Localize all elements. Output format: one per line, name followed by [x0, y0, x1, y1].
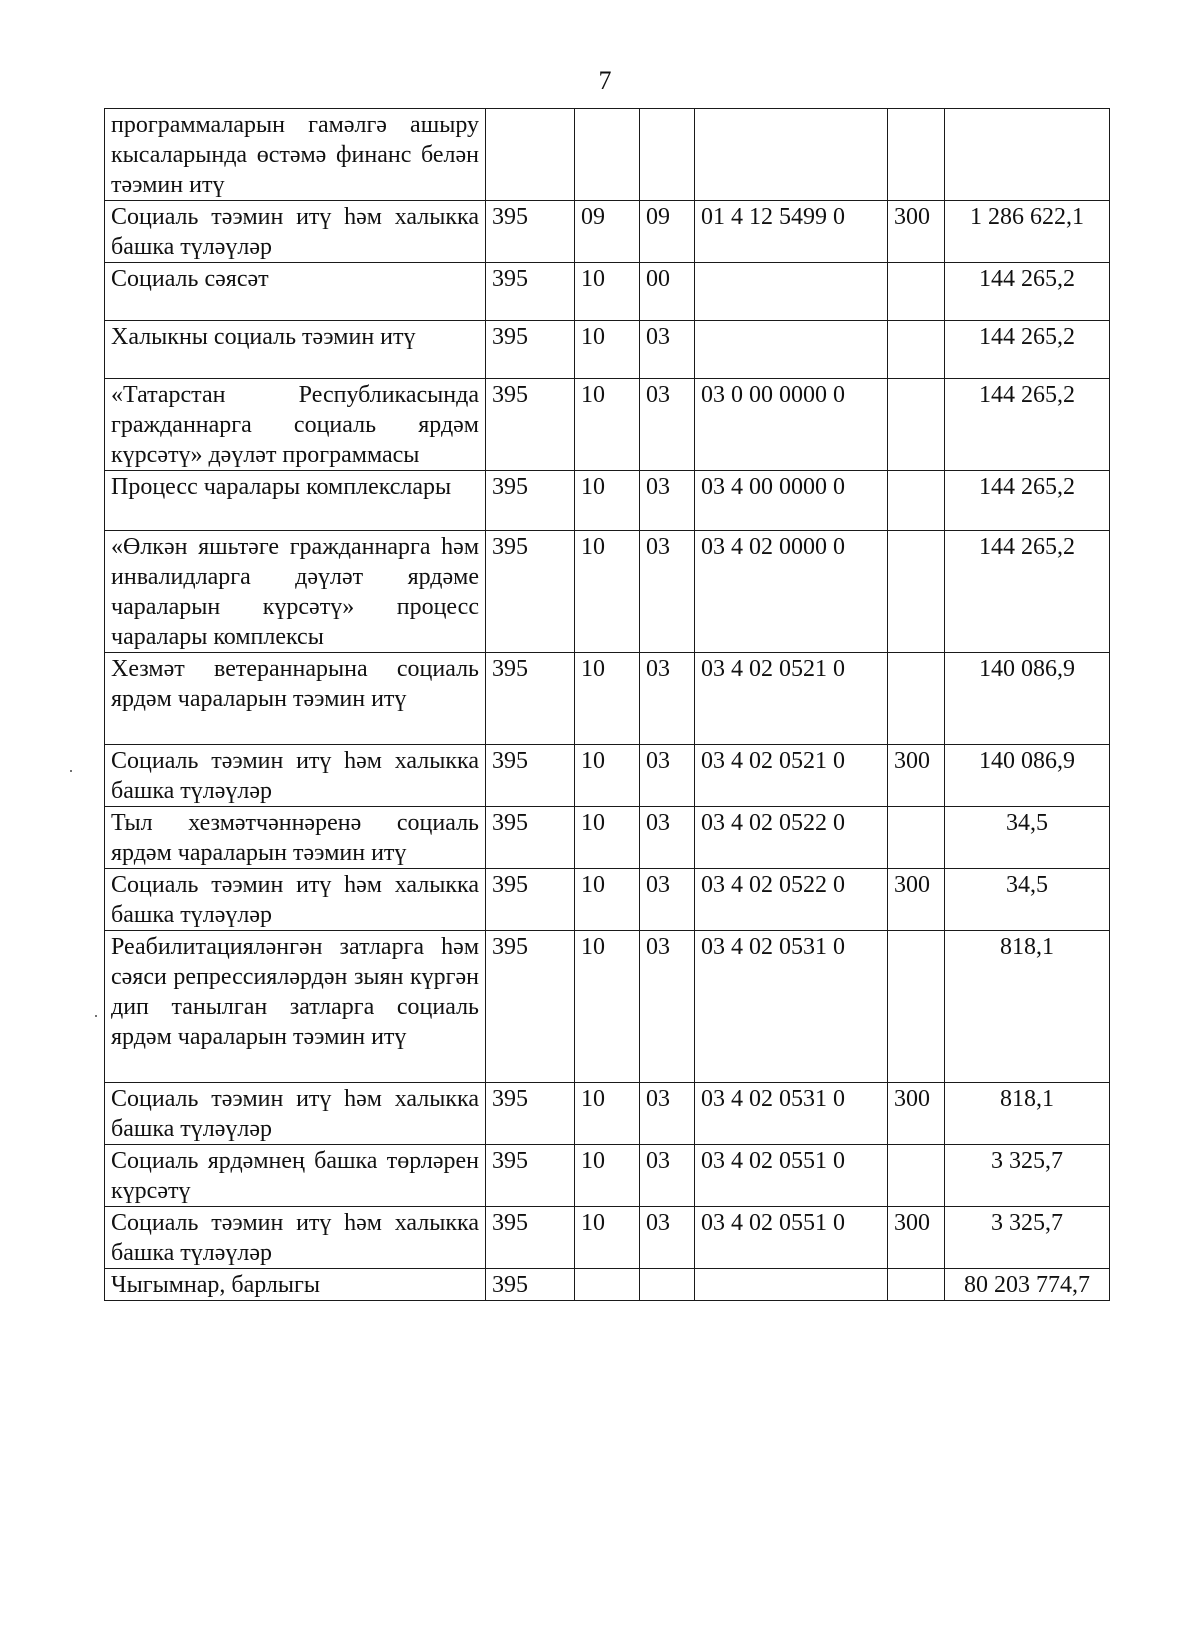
scan-speck [70, 770, 72, 772]
cell-target-article: 03 4 02 0000 0 [695, 531, 888, 653]
cell-expense-type [888, 1269, 945, 1301]
cell-subsection [640, 1269, 695, 1301]
cell-subsection: 03 [640, 531, 695, 653]
cell-target-article [695, 1269, 888, 1301]
cell-amount: 1 286 622,1 [945, 201, 1110, 263]
cell-expense-type [888, 931, 945, 1083]
cell-org-code: 395 [486, 653, 575, 745]
cell-section: 10 [575, 531, 640, 653]
cell-subsection: 03 [640, 653, 695, 745]
cell-name: Социаль тәэмин итү һәм халыкка башка түләүләр [105, 1207, 486, 1269]
cell-section: 10 [575, 1083, 640, 1145]
cell-org-code: 395 [486, 379, 575, 471]
cell-expense-type [888, 379, 945, 471]
cell-name: Реабилитацияләнгән затларга һәм сәяси репрессияләрдән зыян күргән дип танылган затларга социаль ярдәм чараларын тәэмин итү [105, 931, 486, 1083]
table-row [105, 109, 1110, 201]
cell-amount: 144 265,2 [945, 531, 1110, 653]
cell-amount: 140 086,9 [945, 653, 1110, 745]
cell-org-code [486, 109, 575, 201]
table-row [105, 869, 1110, 931]
budget-table-body [105, 109, 1110, 1301]
cell-expense-type [888, 653, 945, 745]
cell-expense-type [888, 263, 945, 321]
cell-target-article: 03 4 02 0522 0 [695, 807, 888, 869]
cell-expense-type [888, 471, 945, 531]
cell-name: программаларын гамәлгә ашыру кысаларында өстәмә финанс белән тәэмин итү [105, 109, 486, 201]
cell-expense-type: 300 [888, 869, 945, 931]
cell-section: 10 [575, 263, 640, 321]
cell-org-code: 395 [486, 1145, 575, 1207]
cell-target-article: 03 0 00 0000 0 [695, 379, 888, 471]
cell-org-code: 395 [486, 471, 575, 531]
cell-expense-type [888, 109, 945, 201]
cell-org-code: 395 [486, 931, 575, 1083]
cell-expense-type: 300 [888, 1207, 945, 1269]
table-row [105, 321, 1110, 379]
table-row-total [105, 1269, 1110, 1301]
cell-section: 10 [575, 807, 640, 869]
cell-subsection [640, 109, 695, 201]
cell-section: 10 [575, 745, 640, 807]
cell-amount [945, 109, 1110, 201]
cell-target-article [695, 321, 888, 379]
cell-amount: 80 203 774,7 [945, 1269, 1110, 1301]
cell-section: 10 [575, 379, 640, 471]
cell-target-article: 01 4 12 5499 0 [695, 201, 888, 263]
cell-expense-type: 300 [888, 745, 945, 807]
cell-expense-type [888, 807, 945, 869]
cell-expense-type: 300 [888, 201, 945, 263]
budget-table [104, 108, 1110, 1301]
cell-expense-type [888, 1145, 945, 1207]
cell-name: Халыкны социаль тәэмин итү [105, 321, 486, 379]
cell-target-article [695, 109, 888, 201]
cell-org-code: 395 [486, 1269, 575, 1301]
cell-section: 10 [575, 1207, 640, 1269]
cell-section: 10 [575, 869, 640, 931]
cell-target-article: 03 4 02 0521 0 [695, 653, 888, 745]
cell-section: 10 [575, 1145, 640, 1207]
scan-speck [95, 1015, 97, 1017]
cell-subsection: 03 [640, 379, 695, 471]
cell-target-article: 03 4 00 0000 0 [695, 471, 888, 531]
table-row [105, 201, 1110, 263]
cell-section: 09 [575, 201, 640, 263]
cell-name: Чыгымнар, барлыгы [105, 1269, 486, 1301]
cell-section [575, 109, 640, 201]
table-row [105, 531, 1110, 653]
cell-subsection: 03 [640, 1145, 695, 1207]
table-row [105, 1083, 1110, 1145]
table-row [105, 807, 1110, 869]
cell-amount: 3 325,7 [945, 1145, 1110, 1207]
cell-target-article [695, 263, 888, 321]
cell-expense-type: 300 [888, 1083, 945, 1145]
cell-subsection: 03 [640, 807, 695, 869]
cell-subsection: 09 [640, 201, 695, 263]
table-row [105, 745, 1110, 807]
cell-org-code: 395 [486, 263, 575, 321]
cell-name: Тыл хезмәтчәннәренә социаль ярдәм чараларын тәэмин итү [105, 807, 486, 869]
cell-subsection: 03 [640, 745, 695, 807]
cell-name: Хезмәт ветераннарына социаль ярдәм чараларын тәэмин итү [105, 653, 486, 745]
cell-amount: 144 265,2 [945, 379, 1110, 471]
cell-section: 10 [575, 321, 640, 379]
cell-org-code: 395 [486, 869, 575, 931]
table-row [105, 931, 1110, 1083]
cell-amount: 3 325,7 [945, 1207, 1110, 1269]
cell-org-code: 395 [486, 745, 575, 807]
table-row [105, 263, 1110, 321]
cell-expense-type [888, 531, 945, 653]
cell-amount: 144 265,2 [945, 471, 1110, 531]
cell-subsection: 03 [640, 1207, 695, 1269]
table-row [105, 1207, 1110, 1269]
cell-org-code: 395 [486, 1083, 575, 1145]
cell-expense-type [888, 321, 945, 379]
cell-subsection: 03 [640, 1083, 695, 1145]
table-row [105, 653, 1110, 745]
cell-amount: 818,1 [945, 1083, 1110, 1145]
cell-name: Социаль тәэмин итү һәм халыкка башка түләүләр [105, 1083, 486, 1145]
cell-target-article: 03 4 02 0531 0 [695, 931, 888, 1083]
cell-target-article: 03 4 02 0522 0 [695, 869, 888, 931]
cell-amount: 34,5 [945, 869, 1110, 931]
cell-name: Социаль сәясәт [105, 263, 486, 321]
cell-subsection: 03 [640, 471, 695, 531]
cell-org-code: 395 [486, 531, 575, 653]
page-number: 7 [598, 66, 612, 95]
cell-amount: 144 265,2 [945, 263, 1110, 321]
cell-name: Социаль тәэмин итү һәм халыкка башка түләүләр [105, 201, 486, 263]
cell-amount: 818,1 [945, 931, 1110, 1083]
cell-name: Процесс чаралары комплекслары [105, 471, 486, 531]
cell-section [575, 1269, 640, 1301]
cell-amount: 140 086,9 [945, 745, 1110, 807]
cell-subsection: 03 [640, 321, 695, 379]
table-row [105, 1145, 1110, 1207]
cell-subsection: 03 [640, 931, 695, 1083]
cell-target-article: 03 4 02 0531 0 [695, 1083, 888, 1145]
cell-amount: 144 265,2 [945, 321, 1110, 379]
cell-subsection: 00 [640, 263, 695, 321]
cell-target-article: 03 4 02 0551 0 [695, 1145, 888, 1207]
cell-section: 10 [575, 931, 640, 1083]
cell-name: Социаль тәэмин итү һәм халыкка башка түләүләр [105, 745, 486, 807]
cell-name: Социаль ярдәмнең башка төрләрен күрсәтү [105, 1145, 486, 1207]
cell-amount: 34,5 [945, 807, 1110, 869]
table-row [105, 471, 1110, 531]
cell-target-article: 03 4 02 0551 0 [695, 1207, 888, 1269]
cell-name: «Татарстан Республикасында гражданнарга социаль ярдәм күрсәтү» дәүләт программасы [105, 379, 486, 471]
cell-org-code: 395 [486, 807, 575, 869]
cell-org-code: 395 [486, 321, 575, 379]
cell-name: «Өлкән яшьтәге гражданнарга һәм инвалидларга дәүләт ярдәме чараларын күрсәтү» процесс чаралары комплексы [105, 531, 486, 653]
cell-section: 10 [575, 471, 640, 531]
cell-subsection: 03 [640, 869, 695, 931]
cell-section: 10 [575, 653, 640, 745]
cell-target-article: 03 4 02 0521 0 [695, 745, 888, 807]
cell-name: Социаль тәэмин итү һәм халыкка башка түләүләр [105, 869, 486, 931]
cell-org-code: 395 [486, 201, 575, 263]
cell-org-code: 395 [486, 1207, 575, 1269]
table-row [105, 379, 1110, 471]
